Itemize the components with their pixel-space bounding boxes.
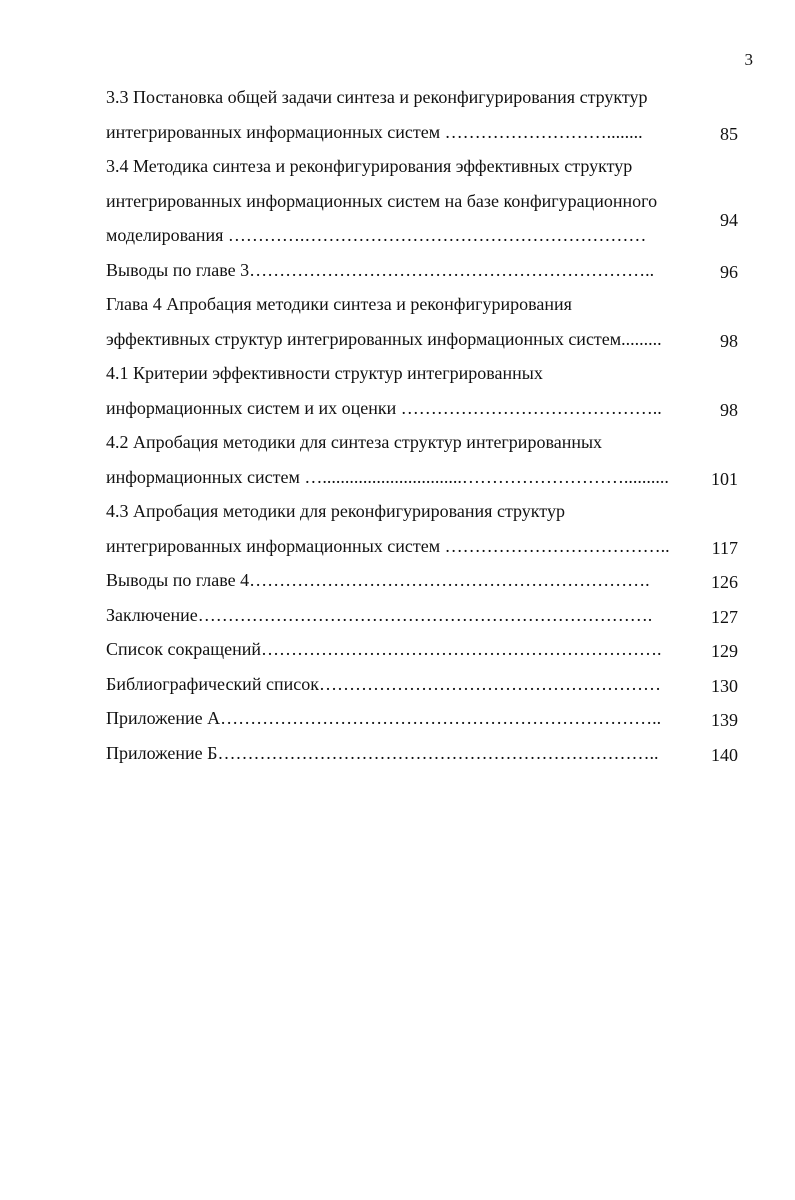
toc-entry-line: Выводы по главе 3………………………………………………………….. (106, 259, 655, 280)
toc-entry-line: информационных систем и их оценки …………………………………….. (106, 397, 662, 418)
toc-entry-line: 3.3 Постановка общей задачи синтеза и реконфигурирования структур (106, 87, 648, 107)
toc-entry-line: интегрированных информационных систем ……………………………….. (106, 535, 670, 556)
toc-entry-line: эффективных структур интегрированных информационных систем......... (106, 328, 662, 349)
toc-entry-page-number: 140 (711, 744, 738, 765)
toc-entry-line: 4.2 Апробация методики для синтеза структур интегрированных (106, 432, 603, 452)
toc-entry-line: Глава 4 Апробация методики синтеза и реконфигурирования (106, 294, 572, 314)
toc-entry-page-number: 85 (720, 123, 738, 144)
page-number: 3 (744, 50, 753, 69)
toc-entry-line: 4.1 Критерии эффективности структур интегрированных (106, 363, 543, 383)
table-of-contents (106, 80, 738, 770)
toc-entry-line: Список сокращений…………………………………………………………. (106, 639, 662, 659)
toc-entry[interactable] (106, 425, 738, 494)
toc-entry[interactable] (106, 632, 738, 667)
toc-entry-line: интегрированных информационных систем на базе конфигурационного (106, 190, 658, 211)
toc-entry-page-number: 94 (720, 209, 738, 230)
toc-entry-line: 3.4 Методика синтеза и реконфигурирования эффективных структур (106, 156, 633, 176)
toc-entry-line: Выводы по главе 4…………………………………………………………. (106, 570, 650, 590)
toc-entry-page-number: 98 (720, 330, 738, 351)
toc-entry-page-number: 129 (711, 641, 738, 661)
toc-entry-line: информационных систем …...............................……………………….......... (106, 466, 669, 487)
toc-entry-line: Заключение…………………………………………………………………. (106, 604, 653, 625)
toc-entry[interactable] (106, 149, 738, 253)
toc-entry-line: моделирования ………….………………………………………………… (106, 225, 647, 245)
toc-entry-page-number: 139 (711, 710, 738, 730)
toc-entry[interactable] (106, 667, 738, 702)
toc-entry[interactable] (106, 563, 738, 598)
toc-entry-page-number: 126 (711, 572, 738, 592)
toc-entry[interactable] (106, 356, 738, 425)
toc-entry-line: Приложение Б……………………………………………………………….. (106, 742, 659, 763)
toc-entry[interactable] (106, 701, 738, 736)
toc-entry-page-number: 101 (711, 468, 738, 489)
toc-entry-page-number: 96 (720, 261, 738, 282)
toc-entry[interactable] (106, 598, 738, 633)
toc-entry[interactable] (106, 253, 738, 288)
toc-entry-line: интегрированных информационных систем ………………………........ (106, 121, 643, 142)
toc-entry[interactable] (106, 80, 738, 149)
toc-entry[interactable] (106, 494, 738, 563)
toc-entry-line: Библиографический список………………………………………………… (106, 673, 661, 694)
toc-entry-line: Приложение А……………………………………………………………….. (106, 708, 662, 728)
toc-entry-page-number: 117 (711, 537, 738, 558)
toc-entry-page-number: 98 (720, 399, 738, 420)
toc-entry[interactable] (106, 287, 738, 356)
toc-entry-page-number: 130 (711, 675, 738, 696)
toc-entry-line: 4.3 Апробация методики для реконфигурирования структур (106, 501, 565, 521)
toc-entry-page-number: 127 (711, 606, 738, 627)
toc-entry[interactable] (106, 736, 738, 771)
